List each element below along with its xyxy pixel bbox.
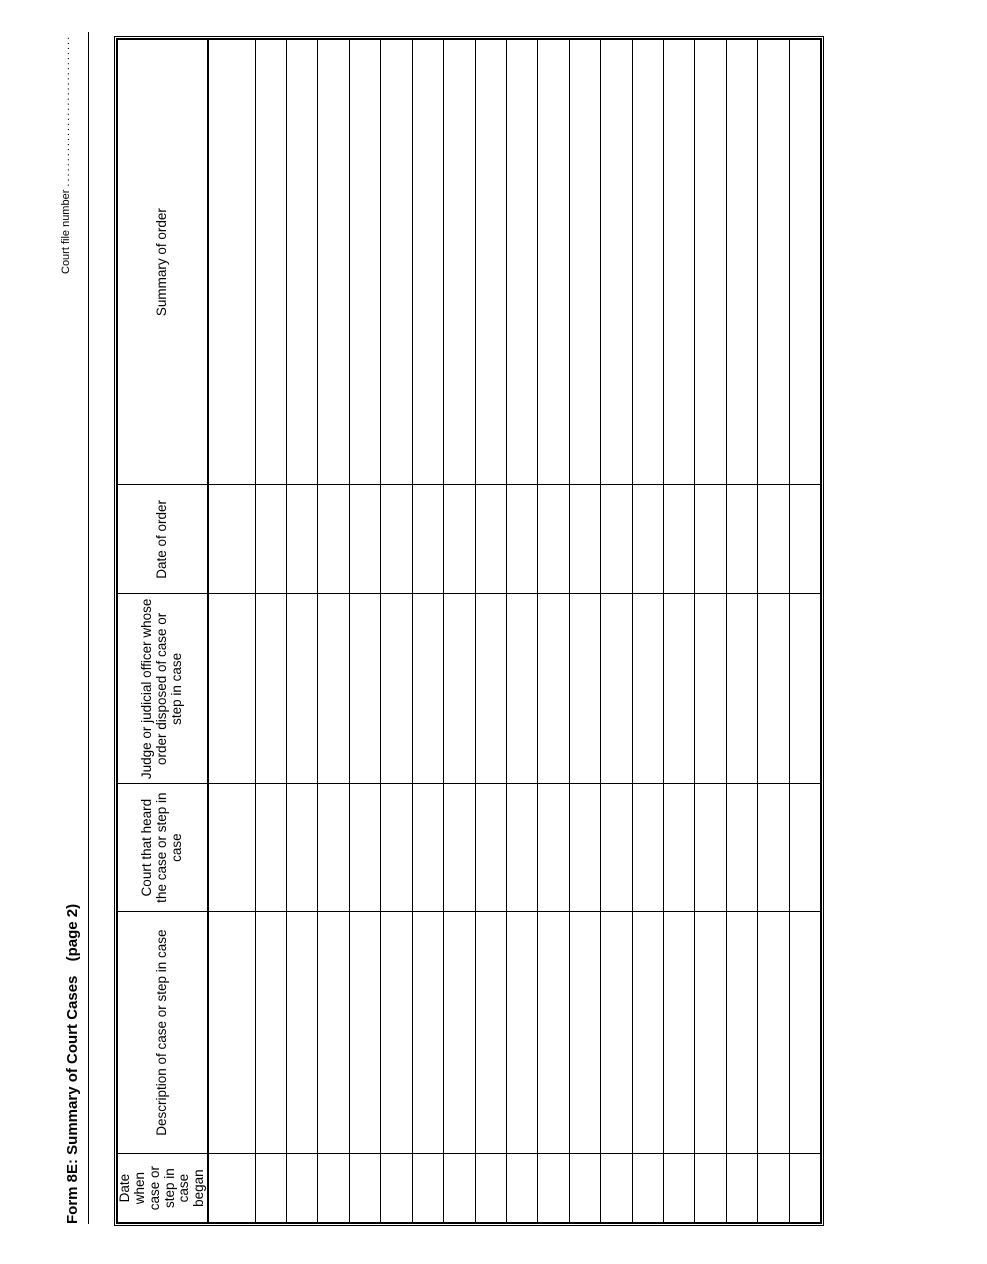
table-cell[interactable] [381, 485, 412, 594]
table-cell[interactable] [381, 1154, 412, 1223]
court-cases-table [114, 36, 824, 1226]
table-cell[interactable] [287, 594, 318, 784]
table-cell[interactable] [506, 594, 537, 784]
table-cell[interactable] [789, 784, 820, 912]
table-cell[interactable] [475, 1154, 506, 1223]
table-cell[interactable] [349, 784, 380, 912]
table-cell[interactable] [412, 40, 443, 485]
table-row [601, 40, 632, 1223]
table-cell[interactable] [208, 40, 255, 485]
column-header: Summary of order [118, 40, 209, 485]
table-cell[interactable] [758, 1154, 789, 1223]
table-cell[interactable] [475, 911, 506, 1153]
table-cell[interactable] [726, 1154, 757, 1223]
table-cell[interactable] [412, 911, 443, 1153]
table-cell[interactable] [789, 1154, 820, 1223]
table-row [569, 40, 600, 1223]
table-cell[interactable] [318, 40, 349, 485]
table-cell[interactable] [412, 485, 443, 594]
column-header: Judge or judicial officer whose order disposed of case or step in case [118, 594, 209, 784]
table-cell[interactable] [444, 784, 475, 912]
table-row [255, 40, 286, 1223]
table-cell[interactable] [758, 594, 789, 784]
table-cell[interactable] [475, 40, 506, 485]
table-cell[interactable] [695, 594, 726, 784]
table-cell[interactable] [538, 911, 569, 1153]
table-cell[interactable] [758, 784, 789, 912]
table-cell[interactable] [789, 594, 820, 784]
table-cell[interactable] [569, 1154, 600, 1223]
table-cell[interactable] [318, 594, 349, 784]
table-cell[interactable] [255, 594, 286, 784]
table-cell[interactable] [475, 594, 506, 784]
column-header: Date when case or step in case began [118, 1154, 209, 1223]
table-cell[interactable] [632, 911, 663, 1153]
table-cell[interactable] [412, 594, 443, 784]
table-cell[interactable] [318, 784, 349, 912]
table-cell[interactable] [538, 1154, 569, 1223]
table-cell[interactable] [381, 784, 412, 912]
table-cell[interactable] [318, 1154, 349, 1223]
table-cell[interactable] [381, 40, 412, 485]
table-row [287, 40, 318, 1223]
table-row [538, 40, 569, 1223]
table-row [412, 40, 443, 1223]
table-cell[interactable] [632, 594, 663, 784]
table-cell[interactable] [444, 1154, 475, 1223]
table-cell[interactable] [287, 485, 318, 594]
table-row [444, 40, 475, 1223]
table-cell[interactable] [569, 911, 600, 1153]
table-cell[interactable] [726, 911, 757, 1153]
table-row [349, 40, 380, 1223]
table-cell[interactable] [381, 594, 412, 784]
form-title-text: Form 8E: Summary of Court Cases [64, 975, 81, 1224]
table-cell[interactable] [538, 784, 569, 912]
table-row [208, 40, 255, 1223]
table-cell[interactable] [601, 911, 632, 1153]
table-cell[interactable] [349, 1154, 380, 1223]
column-header: Description of case or step in case [118, 911, 209, 1153]
table-cell[interactable] [318, 911, 349, 1153]
table-body [208, 40, 820, 1223]
column-header: Court that heard the case or step in case [118, 784, 209, 912]
table-cell[interactable] [538, 485, 569, 594]
table-row [475, 40, 506, 1223]
table-header-row [118, 40, 209, 1223]
table-cell[interactable] [758, 485, 789, 594]
table-cell[interactable] [601, 485, 632, 594]
table-cell[interactable] [695, 1154, 726, 1223]
table-cell[interactable] [506, 1154, 537, 1223]
table-cell[interactable] [601, 594, 632, 784]
table-cell[interactable] [444, 594, 475, 784]
table-cell[interactable] [255, 911, 286, 1153]
table-cell[interactable] [506, 911, 537, 1153]
table-cell[interactable] [695, 784, 726, 912]
table-cell[interactable] [601, 784, 632, 912]
table-cell[interactable] [506, 784, 537, 912]
table-cell[interactable] [208, 485, 255, 594]
table-cell[interactable] [255, 40, 286, 485]
table-cell[interactable] [789, 485, 820, 594]
court-file-number [60, 35, 72, 274]
table-cell[interactable] [601, 1154, 632, 1223]
table-cell[interactable] [287, 40, 318, 485]
table-cell[interactable] [726, 40, 757, 485]
table-row [695, 40, 726, 1223]
table-cell[interactable] [695, 40, 726, 485]
table-cell[interactable] [287, 784, 318, 912]
header-rule [88, 32, 89, 1224]
table-cell[interactable] [255, 485, 286, 594]
table-cell[interactable] [569, 485, 600, 594]
table-cell[interactable] [538, 594, 569, 784]
table-cell[interactable] [349, 911, 380, 1153]
table-cell[interactable] [569, 40, 600, 485]
table-row [318, 40, 349, 1223]
court-file-number-label: Court file number [60, 189, 72, 274]
table-row [663, 40, 694, 1223]
table-cell[interactable] [208, 911, 255, 1153]
table-cell[interactable] [758, 911, 789, 1153]
table-cell[interactable] [475, 485, 506, 594]
table-cell[interactable] [695, 911, 726, 1153]
table-cell[interactable] [444, 40, 475, 485]
table-row [789, 40, 820, 1223]
table-cell[interactable] [663, 485, 694, 594]
table-cell[interactable] [663, 594, 694, 784]
table-cell[interactable] [569, 784, 600, 912]
table-cell[interactable] [287, 911, 318, 1153]
table-cell[interactable] [255, 1154, 286, 1223]
table-cell[interactable] [569, 594, 600, 784]
table-row [758, 40, 789, 1223]
table-row [632, 40, 663, 1223]
table-cell[interactable] [444, 911, 475, 1153]
table-cell[interactable] [726, 485, 757, 594]
table-cell[interactable] [663, 784, 694, 912]
form-title [64, 904, 81, 1224]
table-cell[interactable] [632, 784, 663, 912]
table-cell[interactable] [726, 784, 757, 912]
table-row [506, 40, 537, 1223]
table-cell[interactable] [726, 594, 757, 784]
table-cell[interactable] [601, 40, 632, 485]
table-cell[interactable] [506, 40, 537, 485]
table-cell[interactable] [663, 40, 694, 485]
table-cell[interactable] [349, 594, 380, 784]
table-cell[interactable] [632, 485, 663, 594]
table-cell[interactable] [663, 1154, 694, 1223]
table-cell[interactable] [349, 485, 380, 594]
table-cell[interactable] [758, 40, 789, 485]
table-cell[interactable] [506, 485, 537, 594]
table-cell[interactable] [287, 1154, 318, 1223]
table-cell[interactable] [349, 40, 380, 485]
court-file-number-blank[interactable]: .............................. [60, 34, 72, 187]
table-cell[interactable] [789, 40, 820, 485]
table-cell[interactable] [208, 1154, 255, 1223]
table-cell[interactable] [632, 40, 663, 485]
table-cell[interactable] [318, 485, 349, 594]
column-header: Date of order [118, 485, 209, 594]
table-cell[interactable] [208, 594, 255, 784]
table-cell[interactable] [695, 485, 726, 594]
table-cell[interactable] [475, 784, 506, 912]
table-cell[interactable] [538, 40, 569, 485]
table-cell[interactable] [444, 485, 475, 594]
table-cell[interactable] [789, 911, 820, 1153]
table-cell[interactable] [663, 911, 694, 1153]
page-note: (page 2) [64, 903, 81, 962]
table-cell[interactable] [632, 1154, 663, 1223]
table-cell[interactable] [208, 784, 255, 912]
table-row [726, 40, 757, 1223]
table-cell[interactable] [381, 911, 412, 1153]
table-cell[interactable] [412, 1154, 443, 1223]
table-row [381, 40, 412, 1223]
table-cell[interactable] [412, 784, 443, 912]
table-cell[interactable] [255, 784, 286, 912]
